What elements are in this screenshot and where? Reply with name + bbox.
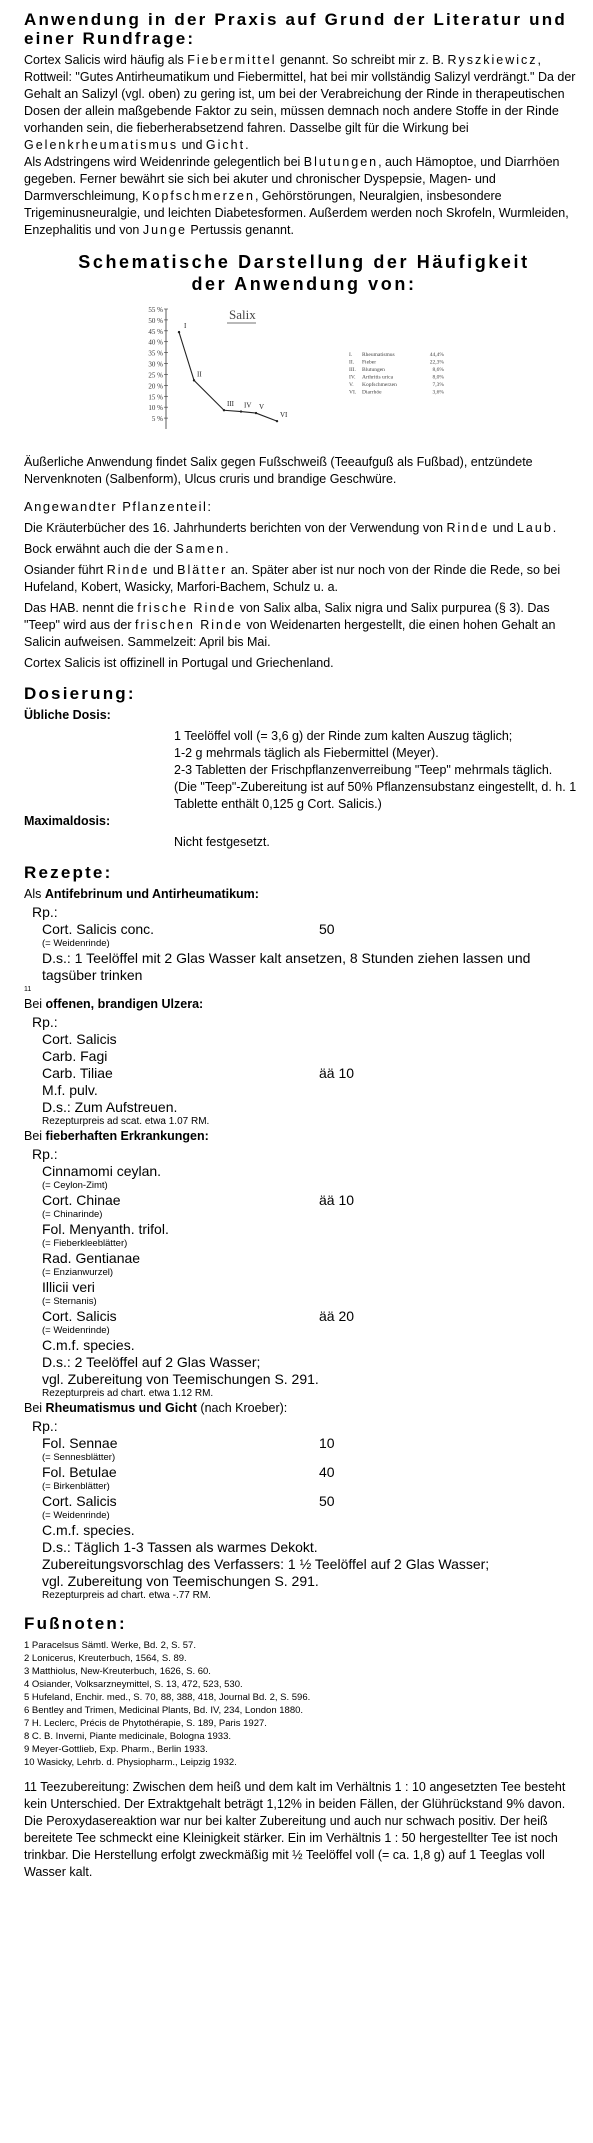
section-title-pflanzenteil: Angewandter Pflanzenteil:	[24, 499, 213, 514]
chart-legend-value: 3,6%	[432, 389, 444, 396]
recipe-4-ds: D.s.: Täglich 1-3 Tassen als warmes Dekokt.	[42, 1539, 318, 1555]
recipe-2-item-3: Carb. Tiliae ää 10	[42, 1065, 355, 1081]
recipe-4-zubereitung-1: Zubereitungsvorschlag des Verfassers: 1 ½ Teelöffel auf 2 Glas Wasser;	[42, 1556, 490, 1572]
chart-legend-value: 7,3%	[432, 382, 444, 388]
recipe-4-item-2: Fol. Betulae 40	[42, 1464, 335, 1480]
recipe-3-price: Rezepturpreis ad chart. etwa 1.12 RM.	[42, 1388, 214, 1399]
footnote-4: 4 Osiander, Volksarzneymittel, S. 13, 472, 523, 530.	[24, 1679, 243, 1690]
chart-point	[240, 410, 242, 412]
recipe-4-rp: Rp.:	[32, 1418, 58, 1434]
paragraph-pflanzenteil-4: Das HAB. nennt die frische Rinde von Salix alba, Salix nigra und Salix purpurea (§ 3). Das "Teep" wird aus der frischen Rinde von Weidenarten hergestellt, die einen hohen Gehalt an Salicin aufweisen. Sammelzeit: April bis Mai.	[24, 601, 556, 649]
footnote-list	[24, 1639, 584, 1769]
recipe-2-item-4: M.f. pulv.	[42, 1082, 98, 1098]
chart-y-tick-label: 10 %	[148, 404, 163, 413]
recipe-3-ds-1: D.s.: 2 Teelöffel auf 2 Glas Wasser;	[42, 1354, 261, 1370]
footnote-6: 6 Bentley and Trimen, Medicinal Plants, Bd. IV, 234, London 1880.	[24, 1705, 304, 1716]
section-title-schematisch-1: Schematische Darstellung der Häufigkeit	[78, 252, 530, 272]
footnote-1: 1 Paracelsus Sämtl. Werke, Bd. 2, S. 57.	[24, 1640, 196, 1651]
footnote-11-teezubereitung: 11 Teezubereitung: Zwischen dem heiß und dem kalt im Verhältnis 1 : 10 angesetzten Tee besteht kein Unterschied. Der Extraktgehalt beträgt 1,12% in beiden Fällen, der Glührückstand 9% davon. Die Peroxydasereaktion war nur bei kalter Zubereitung und auch nur schwach positiv. Der heiß bereitete Tee schmeckt eine Kleinigkeit stärker. Ein im Verhältnis 1 : 50 hergestellter Tee ist noch trinkbar. Die Herstellung erfolgt zweckmäßig mit ½ Teelöffel voll (= ca. 1,8 g) auf 1 Teeglas voll Wasser kalt.	[24, 1780, 566, 1879]
chart-point-label: V	[259, 403, 265, 412]
chart-legend-name: Kopfschmerzen	[362, 382, 397, 388]
label-uebliche-dosis: Übliche Dosis:	[24, 708, 111, 722]
dosis-line-4: (Die "Teep"-Zubereitung ist auf 50% Pflanzensubstanz eingestellt, d. h. 1 Tablette enthält 0,125 g Cort. Salicis.)	[174, 780, 577, 811]
paragraph-pflanzenteil-1: Die Kräuterbücher des 16. Jahrhunderts berichten von der Verwendung von Rinde und Laub.	[24, 521, 557, 535]
chart-point-label: VI	[280, 411, 288, 420]
chart-legend-name: Arthritis urica	[362, 374, 394, 381]
dosis-line-2: 1-2 g mehrmals täglich als Fiebermittel (Meyer).	[174, 746, 439, 760]
recipe-4-note-3: (= Weidenrinde)	[42, 1510, 110, 1521]
recipe-4-price: Rezepturpreis ad chart. etwa -.77 RM.	[42, 1590, 211, 1601]
dosis-line-1: 1 Teelöffel voll (= 3,6 g) der Rinde zum kalten Auszug täglich;	[174, 729, 513, 743]
chart-legend-num: VI.	[349, 389, 357, 396]
paragraph-anwendung-2: Als Adstringens wird Weidenrinde gelegentlich bei Blutungen, auch Hämoptoe, und Diarrhöen gegeben. Ferner bewährt sie sich bei akuter und chronischer Dyspepsie, Magen- und Darmverschleimung, Kopfschmerzen, Gehörstörungen, Neuralgien, insbesondere Trigeminusneuralgie, und leichten Diabetesformen. Außerdem werden noch Skrofeln, Wurmleiden, Enzephalitis und von Junge Pertussis genannt.	[24, 155, 569, 237]
footnote-2: 2 Lonicerus, Kreuterbuch, 1564, S. 89.	[24, 1653, 187, 1664]
chart-y-tick-label: 45 %	[148, 327, 163, 336]
chart-legend-name: Fieber	[362, 359, 377, 366]
recipe-2-intro: Bei offenen, brandigen Ulzera:	[24, 997, 204, 1011]
chart-point	[193, 379, 195, 381]
chart-point-label: II	[197, 370, 202, 379]
paragraph-external: Äußerliche Anwendung findet Salix gegen Fußschweiß (Teeaufguß als Fußbad), entzündete Nervenknoten (Salbenform), Ulcus cruris und brandige Geschwüre.	[24, 455, 533, 486]
chart-y-tick-label: 35 %	[148, 349, 163, 358]
chart-point-label: IV	[244, 401, 252, 410]
chart-legend-value: 8,6%	[432, 367, 444, 373]
chart-legend-value: 22,3%	[429, 359, 444, 366]
recipe-4-zubereitung-2: vgl. Zubereitung von Teemischungen S. 291.	[42, 1573, 319, 1589]
chart-point-label: III	[227, 400, 234, 409]
recipe-4-item-4: C.m.f. species.	[42, 1522, 135, 1538]
recipe-4-note-1: (= Sennesblätter)	[42, 1452, 116, 1463]
chart-point	[276, 420, 278, 422]
chart-title: Salix	[229, 307, 256, 322]
recipe-2-item-1: Cort. Salicis	[42, 1031, 117, 1047]
chart-legend-value: 44,4%	[429, 352, 444, 358]
recipe-2-ds: D.s.: Zum Aufstreuen.	[42, 1099, 178, 1115]
recipe-3-item-4: Rad. Gentianae	[42, 1250, 141, 1266]
recipe-3-item-6: Cort. Salicis ää 20	[42, 1308, 355, 1324]
recipe-3-ds-2: vgl. Zubereitung von Teemischungen S. 291.	[42, 1371, 319, 1387]
chart-point	[178, 331, 180, 333]
section-title-anwendung: Anwendung in der Praxis auf Grund der Literatur und einer Rundfrage:	[24, 10, 567, 48]
recipe-4-intro: Bei Rheumatismus und Gicht (nach Kroeber):	[24, 1401, 288, 1415]
chart-legend-value: 8,0%	[432, 374, 444, 381]
chart-legend-name: Diarrhöe	[362, 389, 382, 396]
chart-legend-name: Blutungen	[362, 367, 385, 373]
footnote-7: 7 H. Leclerc, Précis de Phytothérapie, S. 189, Paris 1927.	[24, 1718, 267, 1729]
recipe-3-note-4: (= Enzianwurzel)	[42, 1267, 114, 1278]
footnote-5: 5 Hufeland, Enchir. med., S. 70, 88, 388, 418, Journal Bd. 2, S. 596.	[24, 1692, 311, 1703]
chart-y-tick-label: 55 %	[148, 306, 163, 314]
paragraph-anwendung-1: Cortex Salicis wird häufig als Fiebermittel genannt. So schreibt mir z. B. Ryszkiewicz, Rottweil: "Gutes Antirheumatikum und Fiebermittel, hat bei mir vollständig Salizyl verdrängt." Da der Gehalt an Salizyl (vgl. oben) zu gering ist, um bei der Verabreichung der Rinde in therapeutischen Dosen der allein maßgebende Faktor zu sein, müssen demnach noch andere Stoffe in der Rinde vorhanden sein, die fieberherabsetzend fahren. Dasselbe gilt für die Wirkung bei Gelenkrheumatismus und Gicht.	[24, 53, 576, 152]
recipe-1-note: (= Weidenrinde)	[42, 938, 110, 949]
recipe-3-rp: Rp.:	[32, 1146, 58, 1162]
recipe-1-footnote-ref: 11	[24, 986, 32, 993]
chart-y-tick-label: 40 %	[148, 338, 163, 347]
maximaldosis-value: Nicht festgesetzt.	[174, 835, 270, 849]
recipe-1-intro: Als Antifebrinum und Antirheumatikum:	[24, 887, 259, 901]
recipe-3-note-3: (= Fieberkleeblätter)	[42, 1238, 128, 1249]
paragraph-pflanzenteil-3: Osiander führt Rinde und Blätter an. Später aber ist nur noch von der Rinde die Rede, so bei Hufeland, Kobert, Wasicky, Marfori-Bachem, Schulz u. a.	[24, 563, 561, 594]
recipe-3-item-3: Fol. Menyanth. trifol.	[42, 1221, 169, 1237]
chart-y-tick-label: 50 %	[148, 316, 163, 325]
chart-y-tick-label: 15 %	[148, 393, 163, 402]
footnote-3: 3 Matthiolus, New-Kreuterbuch, 1626, S. 60.	[24, 1666, 211, 1677]
dosis-line-3: 2-3 Tabletten der Frischpflanzenverreibung "Teep" mehrmals täglich.	[174, 763, 553, 777]
chart-y-tick-label: 5 %	[151, 415, 163, 424]
section-title-dosierung: Dosierung:	[24, 684, 136, 703]
recipe-1-rp: Rp.:	[32, 904, 58, 920]
footnote-10: 10 Wasicky, Lehrb. d. Physiopharm., Leipzig 1932.	[24, 1757, 237, 1768]
chart-point	[255, 412, 257, 414]
chart-y-tick-label: 30 %	[148, 360, 163, 369]
recipe-4-item-3: Cort. Salicis 50	[42, 1493, 335, 1509]
chart-legend-name: Rheumatismus	[362, 352, 395, 358]
footnote-8: 8 C. B. Inverni, Piante medicinale, Bologna 1933.	[24, 1731, 232, 1742]
recipe-3-item-1: Cinnamomi ceylan.	[42, 1163, 162, 1179]
section-title-rezepte: Rezepte:	[24, 863, 113, 882]
recipe-3-item-7: C.m.f. species.	[42, 1337, 135, 1353]
recipe-1-ds: D.s.: 1 Teelöffel mit 2 Glas Wasser kalt ansetzen, 8 Stunden ziehen lassen und tagsüber trinken	[42, 950, 531, 983]
recipe-3-intro: Bei fieberhaften Erkrankungen:	[24, 1129, 209, 1143]
recipe-2-rp: Rp.:	[32, 1014, 58, 1030]
chart-point-label: I	[184, 322, 187, 331]
recipe-3-note-6: (= Weidenrinde)	[42, 1325, 110, 1336]
footnote-9: 9 Meyer-Gottlieb, Exp. Pharm., Berlin 1933.	[24, 1744, 208, 1755]
chart-y-tick-label: 20 %	[148, 382, 163, 391]
recipe-3-note-2: (= Chinarinde)	[42, 1209, 103, 1220]
section-title-schematisch-2: der Anwendung von:	[191, 274, 417, 294]
chart-point	[223, 409, 225, 411]
paragraph-pflanzenteil-5: Cortex Salicis ist offizinell in Portugal und Griechenland.	[24, 656, 334, 670]
recipe-3-item-2: Cort. Chinae ää 10	[42, 1192, 355, 1208]
recipe-4-item-1: Fol. Sennae 10	[42, 1435, 335, 1451]
label-maximaldosis: Maximaldosis:	[24, 814, 111, 828]
recipe-2-item-2: Carb. Fagi	[42, 1048, 108, 1064]
recipe-3-item-5: Illicii veri	[42, 1279, 95, 1295]
recipe-3-note-5: (= Sternanis)	[42, 1296, 97, 1307]
recipe-4-note-2: (= Birkenblätter)	[42, 1481, 110, 1492]
chart-legend-num: IV.	[349, 374, 356, 381]
recipe-2-price: Rezepturpreis ad scat. etwa 1.07 RM.	[42, 1116, 210, 1127]
chart-legend-num: I.	[349, 352, 353, 358]
recipe-1-item: Cort. Salicis conc. 50	[42, 921, 335, 937]
frequency-chart	[24, 299, 584, 444]
chart-legend-num: V.	[349, 382, 354, 388]
section-title-fussnoten: Fußnoten:	[24, 1614, 127, 1633]
chart-y-tick-label: 25 %	[148, 371, 163, 380]
recipe-3-note-1: (= Ceylon-Zimt)	[42, 1180, 108, 1191]
chart-legend-num: III.	[349, 367, 356, 373]
frequency-chart-svg	[24, 299, 584, 444]
paragraph-pflanzenteil-2: Bock erwähnt auch die der Samen.	[24, 542, 229, 556]
chart-legend-num: II.	[349, 359, 355, 366]
